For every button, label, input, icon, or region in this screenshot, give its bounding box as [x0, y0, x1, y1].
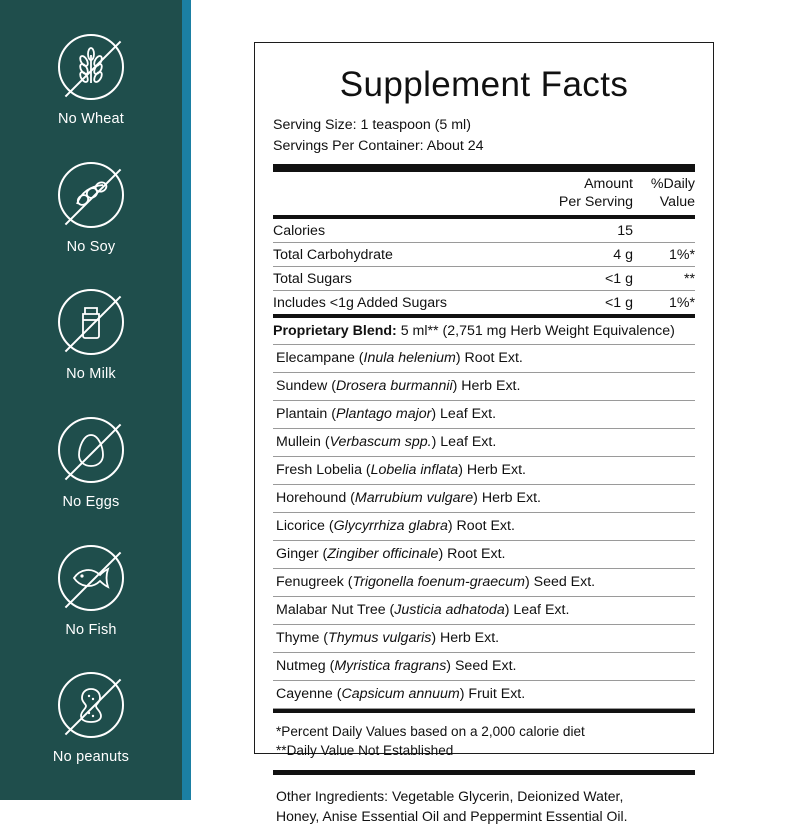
list-item	[273, 541, 695, 569]
soy-icon	[58, 162, 124, 228]
ingredient-latin: Verbascum spp.	[329, 434, 432, 451]
ingredient-common: Cayenne (	[276, 686, 342, 703]
proprietary-blend-detail: 5 ml** (2,751 mg Herb Weight Equivalence)	[396, 322, 675, 339]
nutrient-amount: 4 g	[567, 242, 633, 266]
footnote-daily-values: *Percent Daily Values based on a 2,000 calorie diet	[276, 723, 585, 739]
other-ingredients-line1: Other Ingredients: Vegetable Glycerin, Deionized Water,	[276, 787, 624, 804]
table-row	[273, 290, 695, 314]
ingredient-tail: ) Herb Ext.	[431, 630, 500, 647]
wheat-icon	[58, 34, 124, 100]
nutrient-amount: <1 g	[604, 294, 633, 311]
ingredient-latin: Marrubium vulgare	[354, 490, 474, 507]
allergen-item-eggs	[58, 417, 124, 535]
table-row	[273, 219, 695, 243]
header-blank	[273, 172, 559, 215]
list-item	[273, 681, 695, 709]
nutrient-rows-table	[273, 219, 695, 314]
nutrient-dv	[633, 219, 695, 243]
ingredient-tail: ) Leaf Ext.	[431, 434, 497, 451]
nutrient-name: Total Carbohydrate	[273, 242, 567, 266]
nutrient-dv: **	[633, 266, 695, 290]
ingredient-common: Nutmeg (	[276, 658, 335, 675]
ingredient-latin: Lobelia inflata	[370, 462, 459, 479]
header-dv-line1: %Daily	[650, 176, 695, 193]
nutrient-amount: 15	[567, 219, 633, 243]
ingredient-latin: Justicia adhatoda	[394, 602, 505, 619]
list-item	[273, 429, 695, 457]
ingredient-latin: Zingiber officinale	[327, 546, 439, 563]
list-item	[273, 597, 695, 625]
ingredient-common: Malabar Nut Tree (	[276, 602, 395, 619]
ingredient-tail: ) Fruit Ext.	[459, 686, 526, 703]
proprietary-blend-label: Proprietary Blend:	[273, 322, 397, 339]
ingredient-latin: Plantago major	[335, 406, 432, 423]
nutrient-name: Includes <1g Added Sugars	[273, 294, 447, 311]
header-dv-line2: Value	[659, 193, 695, 210]
allergen-label: No Milk	[66, 366, 116, 383]
list-item	[273, 569, 695, 597]
allergen-label: No Fish	[65, 621, 117, 638]
supplement-facts-box	[254, 42, 714, 825]
ingredient-common: Ginger (	[276, 546, 328, 563]
ingredient-tail: ) Root Ext.	[455, 350, 523, 367]
ingredient-common: Licorice (	[276, 518, 334, 535]
allergen-panel	[0, 0, 182, 800]
allergen-item-milk	[58, 289, 124, 407]
allergen-item-wheat	[58, 34, 124, 152]
list-item	[273, 457, 695, 485]
ingredient-latin: Thymus vulgaris	[328, 630, 432, 647]
allergen-item-peanuts	[53, 672, 129, 790]
serving-size: Serving Size: 1 teaspoon (5 ml)	[273, 117, 471, 133]
nutrient-dv: 1%*	[633, 242, 695, 266]
footnote-dv-not-established: **Daily Value Not Established	[276, 742, 454, 758]
page-title: Supplement Facts	[339, 65, 629, 104]
ingredient-latin: Trigonella foenum-graecum	[352, 574, 525, 591]
egg-icon	[58, 417, 124, 483]
ingredient-latin: Capsicum annuum	[341, 686, 460, 703]
ingredient-latin: Glycyrrhiza glabra	[333, 518, 448, 535]
header-amount	[559, 172, 633, 215]
ingredient-tail: ) Root Ext.	[447, 518, 515, 535]
nutrient-name: Calories	[273, 219, 567, 243]
servings-per-container: Servings Per Container: About 24	[273, 137, 484, 154]
nutrient-amount: <1 g	[567, 266, 633, 290]
ingredient-common: Elecampane (	[276, 350, 364, 367]
list-item	[273, 373, 695, 401]
ingredient-tail: ) Leaf Ext.	[504, 602, 570, 619]
ingredient-tail: ) Herb Ext.	[452, 378, 521, 395]
fish-icon	[58, 545, 124, 611]
ingredient-latin: Inula helenium	[363, 350, 456, 367]
proprietary-blend-line	[273, 318, 695, 345]
header-amount-line1: Amount	[584, 176, 633, 193]
milk-carton-icon	[58, 289, 124, 355]
list-item	[273, 625, 695, 653]
nutrition-table	[273, 172, 695, 215]
allergen-label: No Eggs	[62, 494, 120, 511]
other-ingredients	[273, 775, 695, 826]
ingredient-common: Thyme (	[276, 630, 329, 647]
ingredient-tail: ) Leaf Ext.	[431, 406, 497, 423]
header-daily-value	[633, 172, 695, 215]
ingredient-latin: Drosera burmannii	[335, 378, 453, 395]
allergen-label: No Wheat	[57, 111, 125, 127]
allergen-item-fish	[58, 545, 124, 663]
nutrient-dv: 1%*	[668, 294, 695, 311]
ingredient-common: Fresh Lobelia (	[276, 462, 371, 479]
allergen-label: No Soy	[66, 238, 116, 255]
ingredient-common: Sundew (	[276, 378, 336, 395]
table-row	[273, 242, 695, 266]
allergen-item-soy	[58, 162, 124, 280]
list-item	[273, 401, 695, 429]
list-item	[273, 485, 695, 513]
ingredient-common: Plantain (	[276, 406, 336, 423]
ingredient-tail: ) Seed Ext.	[524, 574, 596, 591]
header-amount-line2: Per Serving	[558, 193, 633, 210]
nutrient-name: Total Sugars	[273, 266, 567, 290]
ingredient-tail: ) Root Ext.	[438, 546, 506, 563]
peanut-icon	[58, 672, 124, 738]
divider-heavy-top	[273, 164, 695, 172]
ingredient-tail: ) Herb Ext.	[458, 462, 527, 479]
label-area	[191, 0, 800, 825]
accent-divider-bar	[182, 0, 191, 800]
ingredient-common: Mullein (	[276, 434, 330, 451]
ingredient-tail: ) Herb Ext.	[473, 490, 541, 507]
ingredient-tail: ) Seed Ext.	[446, 658, 517, 675]
table-row	[273, 266, 695, 290]
allergen-label: No peanuts	[52, 749, 130, 766]
ingredient-common: Horehound (	[276, 490, 355, 507]
ingredient-latin: Myristica fragrans	[334, 658, 447, 675]
list-item	[273, 653, 695, 681]
other-ingredients-line2: Honey, Anise Essential Oil and Peppermint Essential Oil.	[276, 808, 628, 825]
table-header-row	[273, 172, 695, 215]
footnotes	[273, 713, 695, 770]
ingredient-common: Fenugreek (	[276, 574, 353, 591]
list-item	[273, 345, 695, 373]
list-item	[273, 513, 695, 541]
